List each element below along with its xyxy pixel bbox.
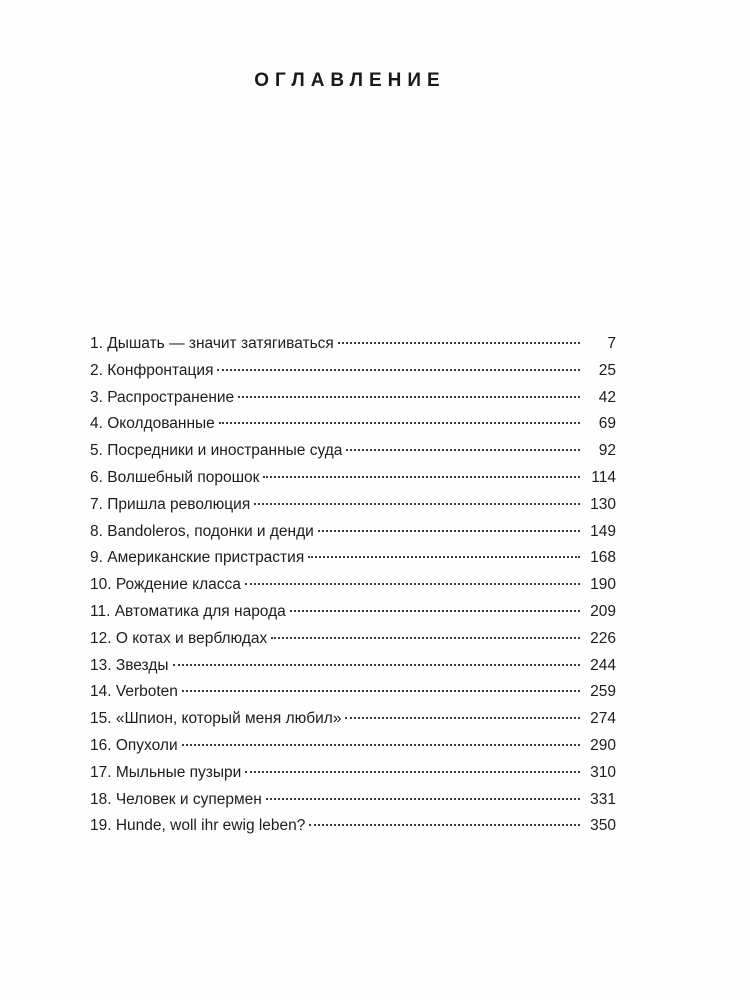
dot-leader [309, 824, 580, 826]
toc-entry-title: 14. Verboten [90, 683, 178, 701]
toc-page-number: 69 [598, 415, 616, 433]
dot-leader [266, 798, 580, 800]
dot-leader [245, 771, 580, 773]
toc-page-number: 149 [590, 522, 616, 540]
table-of-contents [90, 335, 616, 844]
toc-page-number: 244 [590, 656, 616, 674]
toc-entry [90, 603, 616, 630]
toc-page-number: 350 [590, 817, 616, 835]
toc-entry [90, 737, 616, 764]
toc-page-number: 25 [598, 361, 616, 379]
toc-entry-title: 11. Автоматика для народа [90, 602, 286, 620]
toc-entry [90, 657, 616, 684]
toc-entry [90, 576, 616, 603]
toc-entry-title: 6. Волшебный порошок [90, 468, 260, 486]
toc-entry-title: 18. Человек и супермен [90, 790, 262, 808]
toc-entry-title: 15. «Шпион, который меня любил» [90, 710, 342, 728]
toc-page-number: 290 [590, 736, 616, 754]
toc-entry-title: 16. Опухоли [90, 736, 178, 754]
toc-entry [90, 496, 616, 523]
dot-leader [182, 690, 580, 692]
toc-entry-title: 5. Посредники и иностранные суда [90, 442, 343, 460]
toc-entry-title: 1. Дышать — значит затягиваться [90, 335, 334, 352]
dot-leader [345, 717, 580, 719]
toc-entry [90, 415, 616, 442]
toc-entry [90, 469, 616, 496]
dot-leader [173, 664, 580, 666]
toc-page-number: 274 [590, 710, 616, 728]
toc-entry [90, 791, 616, 818]
dot-leader [308, 556, 580, 558]
dot-leader [245, 583, 580, 585]
toc-page-number: 92 [598, 442, 616, 460]
dot-leader [346, 449, 580, 451]
toc-entry [90, 710, 616, 737]
toc-entry [90, 335, 616, 362]
toc-entry-title: 13. Звезды [90, 656, 169, 674]
toc-entry-title: 12. О котах и верблюдах [90, 629, 268, 647]
dot-leader [318, 530, 580, 532]
toc-entry [90, 764, 616, 791]
dot-leader [338, 342, 580, 344]
toc-entry [90, 442, 616, 469]
toc-entry-title: 2. Конфронтация [90, 361, 214, 379]
toc-page-number: 190 [590, 576, 616, 594]
toc-page-number: 42 [598, 388, 616, 406]
dot-leader [254, 503, 580, 505]
toc-entry-title: 9. Американские пристрастия [90, 549, 305, 567]
toc-entry-title: 19. Hunde, woll ihr ewig leben? [90, 817, 306, 835]
toc-page-number: 7 [607, 335, 616, 352]
toc-page-number: 310 [590, 763, 616, 781]
toc-page-number: 226 [590, 629, 616, 647]
dot-leader [263, 476, 580, 478]
toc-page-number: 259 [590, 683, 616, 701]
toc-entry-title: 3. Распространение [90, 388, 235, 406]
toc-page-number: 209 [590, 602, 616, 620]
toc-entry-title: 8. Bandoleros, подонки и денди [90, 522, 314, 540]
toc-entry [90, 523, 616, 550]
toc-entry [90, 817, 616, 844]
dot-leader [217, 369, 580, 371]
toc-entry [90, 683, 616, 710]
toc-entry-title: 17. Мыльные пузыри [90, 763, 242, 781]
toc-entry [90, 362, 616, 389]
dot-leader [182, 744, 580, 746]
dot-leader [219, 422, 580, 424]
toc-entry [90, 630, 616, 657]
toc-page-number: 331 [590, 790, 616, 808]
dot-leader [238, 396, 580, 398]
toc-page-number: 114 [591, 468, 616, 486]
toc-entry-title: 7. Пришла революция [90, 495, 251, 513]
toc-entry [90, 389, 616, 416]
toc-page-number: 168 [590, 549, 616, 567]
toc-entry [90, 549, 616, 576]
page-title: ОГЛАВЛЕНИЕ [254, 70, 446, 91]
toc-page-number: 130 [590, 495, 616, 513]
dot-leader [271, 637, 580, 639]
toc-entry-title: 10. Рождение класса [90, 576, 241, 594]
dot-leader [290, 610, 580, 612]
toc-entry-title: 4. Околдованные [90, 415, 215, 433]
